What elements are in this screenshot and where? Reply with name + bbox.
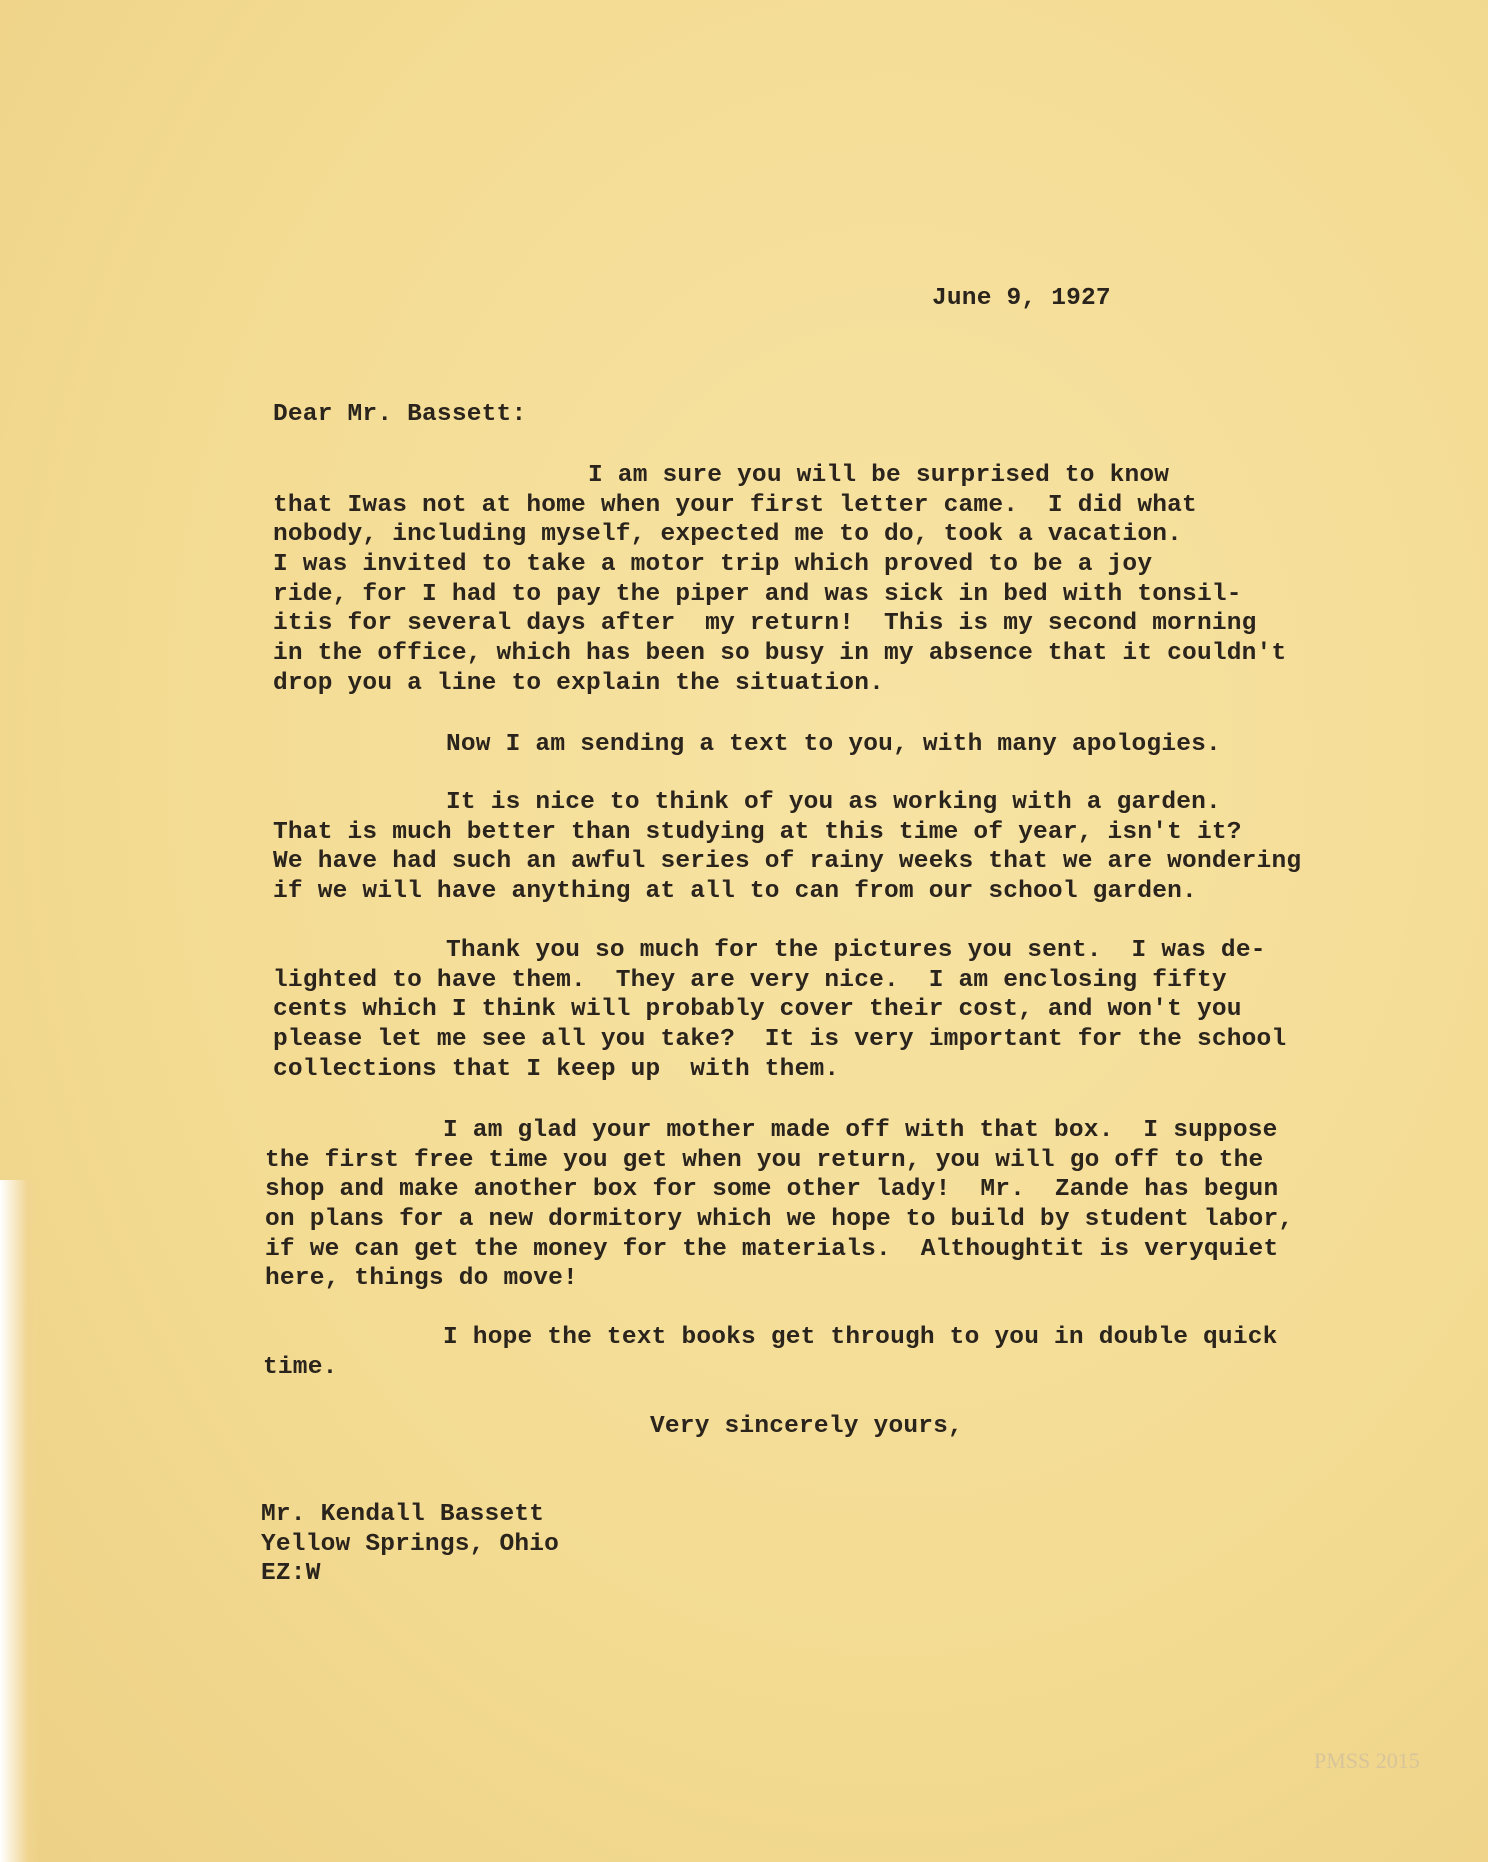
paragraph-5 [265,1116,1293,1294]
text-line: cents which I think will probably cover their cost, and won't you [273,996,1242,1024]
paragraph-4 [273,936,1286,1084]
text-line: time. [263,1353,338,1381]
address-line: EZ:W [261,1560,321,1588]
text-line: collections that I keep up with them. [273,1055,840,1083]
text-line: that Iwas not at home when your first letter came. I did what [273,491,1197,519]
text-line: I hope the text books get through to you in double quick [443,1324,1278,1351]
address-line: Yellow Springs, Ohio [261,1530,560,1558]
text-line: Thank you so much for the pictures you sent. I was de- [446,937,1266,964]
closing: Very sincerely yours, [650,1413,963,1440]
text-line: lighted to have them. They are very nice. I am enclosing fifty [273,966,1227,994]
text-line: nobody, including myself, expected me to do, took a vacation. [273,521,1183,549]
text-line: shop and make another box for some other lady! Mr. Zande has begun [265,1176,1279,1204]
text-line: in the office, which has been so busy in my absence that it couldn't [273,640,1287,668]
text-line: I am glad your mother made off with that box. I suppose [443,1117,1278,1144]
text-line: if we will have anything at all to can from our school garden. [273,878,1197,906]
text-line: the first free time you get when you return, you will go off to the [265,1146,1264,1174]
text-line: on plans for a new dormitory which we hope to build by student labor, [265,1206,1294,1234]
archive-watermark: PMSS 2015 [1314,1748,1420,1773]
address-line: Mr. Kendall Bassett [261,1501,545,1528]
text-line: Now I am sending a text to you, with many apologies. [446,731,1221,758]
paragraph-1 [273,461,1286,699]
recipient-address [261,1500,559,1589]
text-line: here, things do move! [265,1265,578,1293]
text-line: itis for several days after my return! This is my second morning [273,610,1257,638]
paragraph-6 [263,1323,1278,1382]
text-line: I was invited to take a motor trip which proved to be a joy [273,551,1153,579]
paper-edge [0,1180,40,1862]
text-line: It is nice to think of you as working with a garden. [446,789,1221,816]
text-line: We have had such an awful series of rainy weeks that we are wondering [273,848,1302,876]
paragraph-3 [273,788,1301,907]
text-line: That is much better than studying at this time of year, isn't it? [273,818,1242,846]
text-line: please let me see all you take? It is very important for the school [273,1026,1287,1054]
paragraph-2 [273,730,1221,760]
text-line: ride, for I had to pay the piper and was sick in bed with tonsil- [273,580,1242,608]
text-line: I am sure you will be surprised to know [588,462,1170,489]
text-line: drop you a line to explain the situation. [273,669,884,697]
salutation: Dear Mr. Bassett: [273,401,527,428]
letter-date: June 9, 1927 [932,285,1111,312]
text-line: if we can get the money for the materials. Althoughtit is veryquiet [265,1235,1279,1263]
